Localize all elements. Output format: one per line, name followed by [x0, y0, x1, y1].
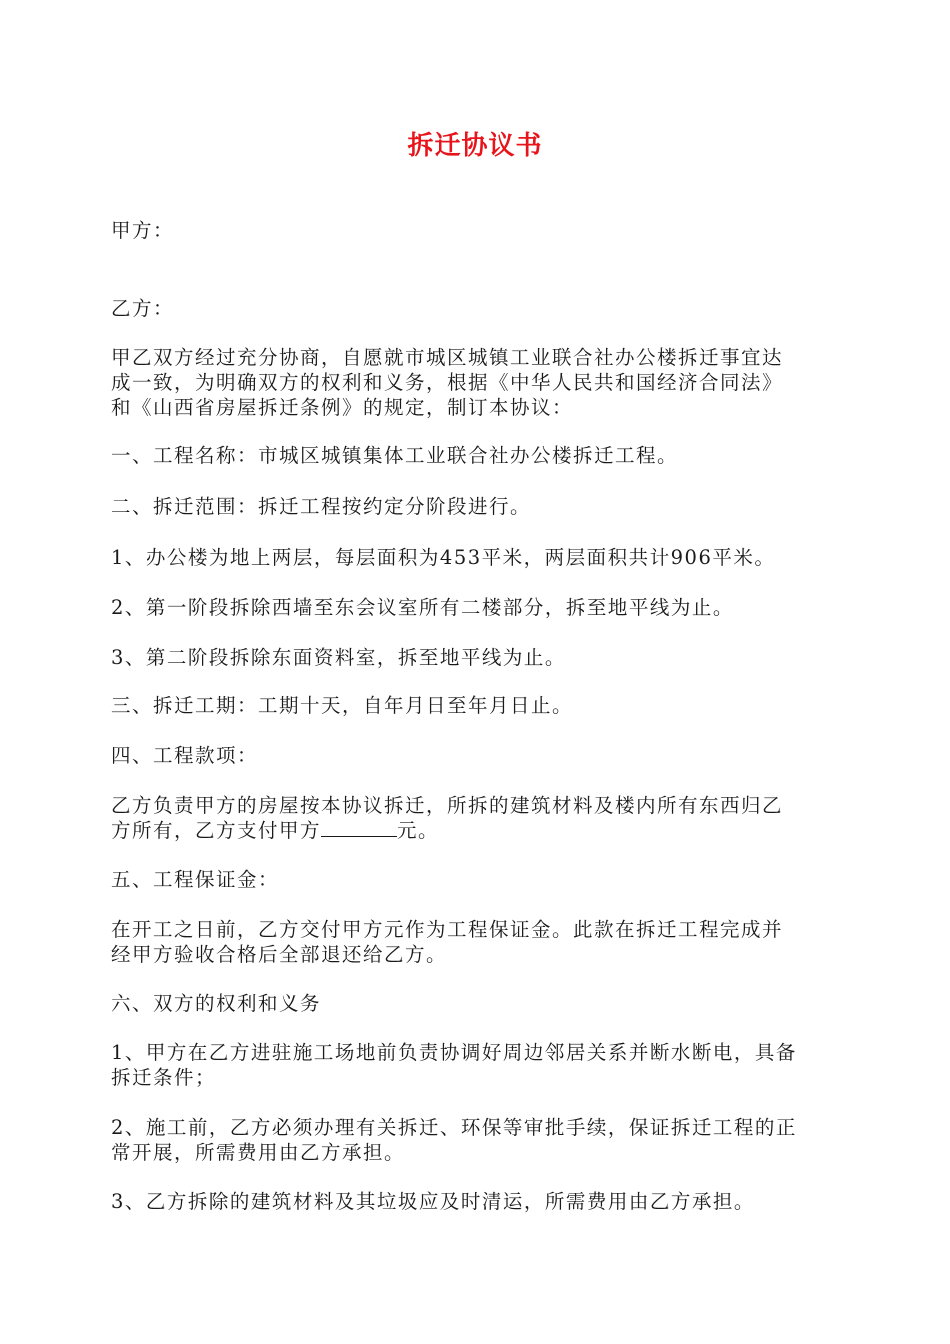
document-title: 拆迁协议书	[407, 131, 543, 161]
intro-paragraph	[111, 345, 851, 420]
rights-item-3: 3、乙方拆除的建筑材料及其垃圾应及时清运，所需费用由乙方承担。	[111, 1190, 755, 1213]
payment-paragraph	[111, 793, 851, 843]
payment-line: 方所有，乙方支付甲方 元。	[111, 819, 440, 842]
party-a-label: 甲方：	[111, 219, 175, 242]
rights-item-2: 2、施工前，乙方必须办理有关拆迁、环保等审批手续，保证拆迁工程的正 常开展，所需费用由乙方承担。	[111, 1116, 797, 1164]
scope-item-2: 2、第一阶段拆除西墙至东会议室所有二楼部分，拆至地平线为止。	[111, 596, 734, 619]
scope-item-3: 3、第二阶段拆除东面资料室，拆至地平线为止。	[111, 646, 566, 669]
amount-blank	[321, 818, 397, 837]
section-payment: 四、工程款项：	[111, 744, 259, 767]
deposit-line: 在开工之日前，乙方交付甲方元作为工程保证金。此款在拆迁工程完成并	[111, 918, 784, 941]
intro-line: 和《山西省房屋拆迁条例》的规定，制订本协议：	[111, 396, 574, 419]
payment-line: 乙方负责甲方的房屋按本协议拆迁，所拆的建筑材料及楼内所有东西归乙	[111, 794, 784, 817]
intro-line: 甲乙双方经过充分协商，自愿就市城区城镇工业联合社办公楼拆迁事宜达	[111, 346, 784, 369]
section-rights-obligations: 六、双方的权利和义务	[111, 992, 322, 1015]
deposit-line: 经甲方验收合格后全部退还给乙方。	[111, 943, 448, 966]
section-demolition-scope: 二、拆迁范围：拆迁工程按约定分阶段进行。	[111, 495, 532, 518]
rights-item-1: 1、甲方在乙方进驻施工场地前负责协调好周边邻居关系并断水断电，具备 拆迁条件；	[111, 1041, 797, 1089]
scope-item-1: 1、办公楼为地上两层，每层面积为453平米，两层面积共计906平米。	[111, 546, 776, 569]
deposit-paragraph	[111, 917, 851, 967]
party-b-label: 乙方：	[111, 297, 175, 320]
intro-line: 成一致，为明确双方的权利和义务，根据《中华人民共和国经济合同法》	[111, 371, 784, 394]
section-deposit: 五、工程保证金：	[111, 868, 280, 891]
section-project-name: 一、工程名称：市城区城镇集体工业联合社办公楼拆迁工程。	[111, 444, 679, 467]
section-duration: 三、拆迁工期：工期十天，自年月日至年月日止。	[111, 694, 574, 717]
